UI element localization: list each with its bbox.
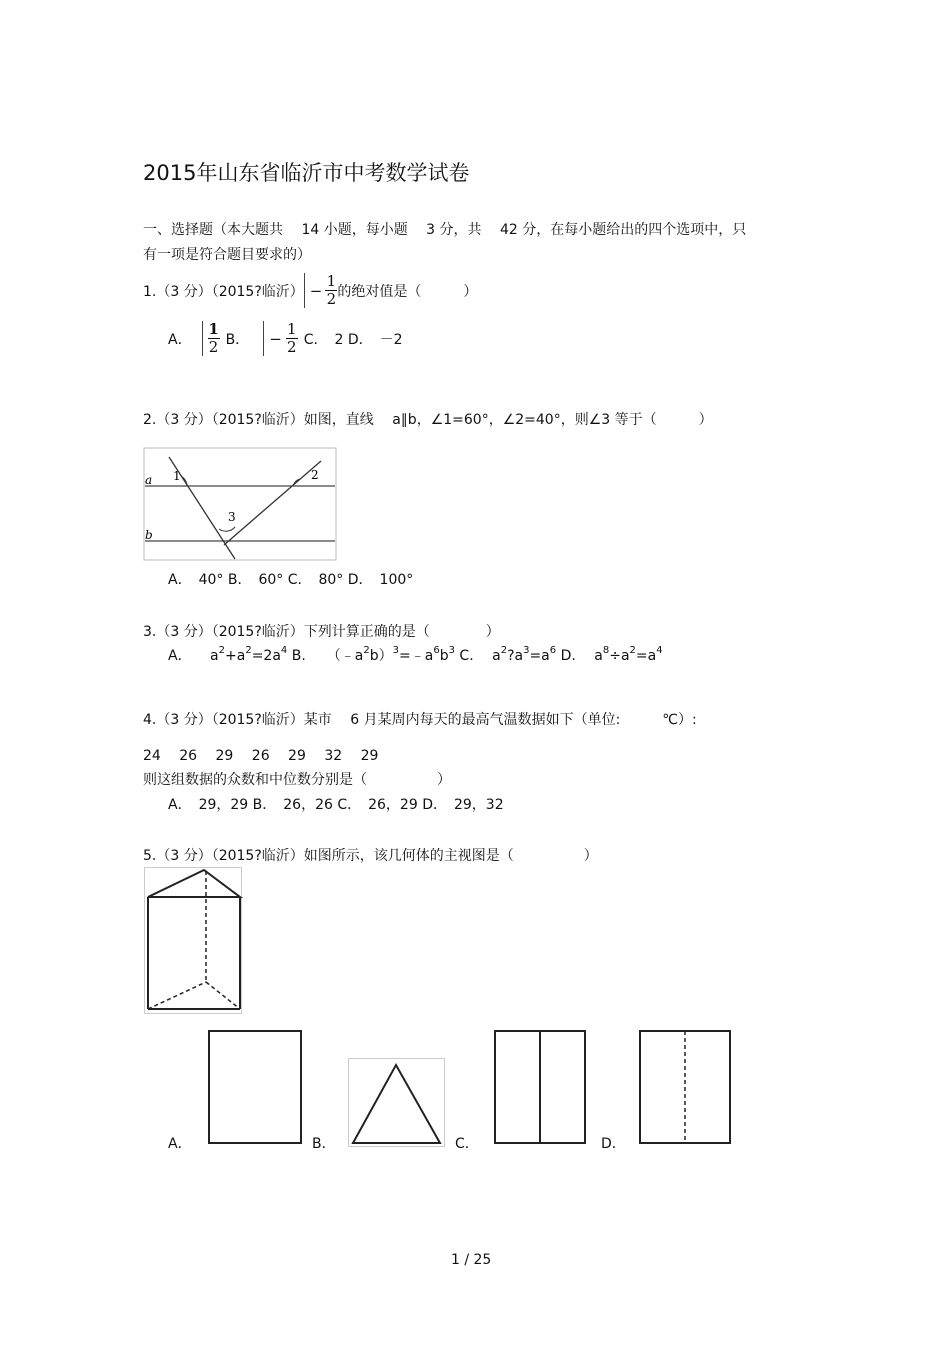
question-2-stem: 2.（3 分）（2015?临沂）如图，直线 a∥b，∠1=60°，∠2=40°，则∠3 等于（ ） [143,412,713,428]
option-b-triangle [353,1065,440,1143]
q1-optA-num: 1 [208,320,219,338]
q5-option-a-figure [205,1027,305,1147]
q2-figure-border [144,448,336,560]
label-b: b [145,528,153,542]
q5-option-d-figure [636,1027,734,1147]
q5-option-b-label: B． [312,1136,336,1152]
q5-option-a-label: A． [168,1136,192,1152]
section-header-line1: 一、选择题（本大题共 14 小题，每小题 3 分，共 42 分，在每小题给出的四个选项中，只 [143,222,747,238]
q1-option-b-label: B． [225,331,250,348]
q5-option-c-label: C． [455,1136,479,1152]
question-1-options [168,321,403,356]
q1-option-a-label: A． [168,331,192,348]
q1-prefix: 1.（3 分）（2015?临沂） [143,283,304,300]
question-4-question: 则这组数据的众数和中位数分别是（ ） [143,772,451,788]
option-a-rectangle [209,1031,301,1143]
q1-optA-den: 2 [208,338,219,356]
q1-frac-den: 2 [326,290,337,308]
prism-top-face [148,870,240,897]
q5-option-d-label: D． [601,1136,626,1152]
question-4-data: 24 26 29 26 29 32 29 [143,748,379,764]
page-number: 1 / 25 [451,1252,492,1268]
q5-option-c-figure [491,1027,589,1147]
question-3-stem: 3.（3 分）（2015?临沂）下列计算正确的是（ ） [143,624,500,640]
question-2-options: A． 40° B． 60° C． 80° D． 100° [168,572,414,588]
q2-parallel-lines-figure [143,447,338,562]
prism-hidden-left [148,982,206,1009]
label-1: 1 [173,469,181,483]
label-a: a [145,473,153,487]
question-4-options: A． 29，29 B． 26，26 C． 26，29 D． 29，32 [168,797,504,813]
transversal-2 [224,461,321,545]
label-2: 2 [311,468,319,482]
q1-expression [304,273,338,308]
q1-expr-sign: − [309,281,323,300]
question-5-stem: 5.（3 分）（2015?临沂）如图所示，该几何体的主视图是（ ） [143,848,598,864]
q1-frac-num: 1 [326,272,337,290]
question-1-stem [143,273,477,308]
q1-option-b-value [263,321,298,356]
q1-optB-fraction [286,321,298,356]
q1-fraction [325,273,337,308]
page-title: 2015年山东省临沂市中考数学试卷 [143,161,470,185]
q5-prism-figure [144,867,243,1015]
q1-optA-fraction [208,321,220,356]
angle-3-arc [219,527,235,531]
q1-optB-num: 1 [286,320,297,338]
q1-option-a-value [202,321,220,356]
question-4-stem: 4.（3 分）（2015?临沂）某市 6 月某周内每天的最高气温数据如下（单位: ℃）: [143,712,697,728]
question-3-options: A． $a^2+a^2=2a^4$ B. $(﹣a^2b)^3=﹣a^6b^3$ C. $a^2?a^3=a^6$ D. $a^8\div a^2=a^4$ [168,645,663,664]
label-3: 3 [228,510,236,524]
q1-suffix: 的绝对值是（ ） [337,283,478,300]
q5-option-b-figure [348,1058,446,1148]
section-header-line2: 有一项是符合题目要求的） [143,247,311,263]
q1-optB-den: 2 [286,338,297,356]
q1-option-c-d: C． 2 D． －2 [303,331,403,348]
q3-option-a-label: A． [168,648,192,664]
q5-prism-border [145,868,242,1014]
prism-hidden-right [206,982,240,1009]
q1-optB-sign: − [269,329,282,348]
option-b-border [349,1059,445,1147]
